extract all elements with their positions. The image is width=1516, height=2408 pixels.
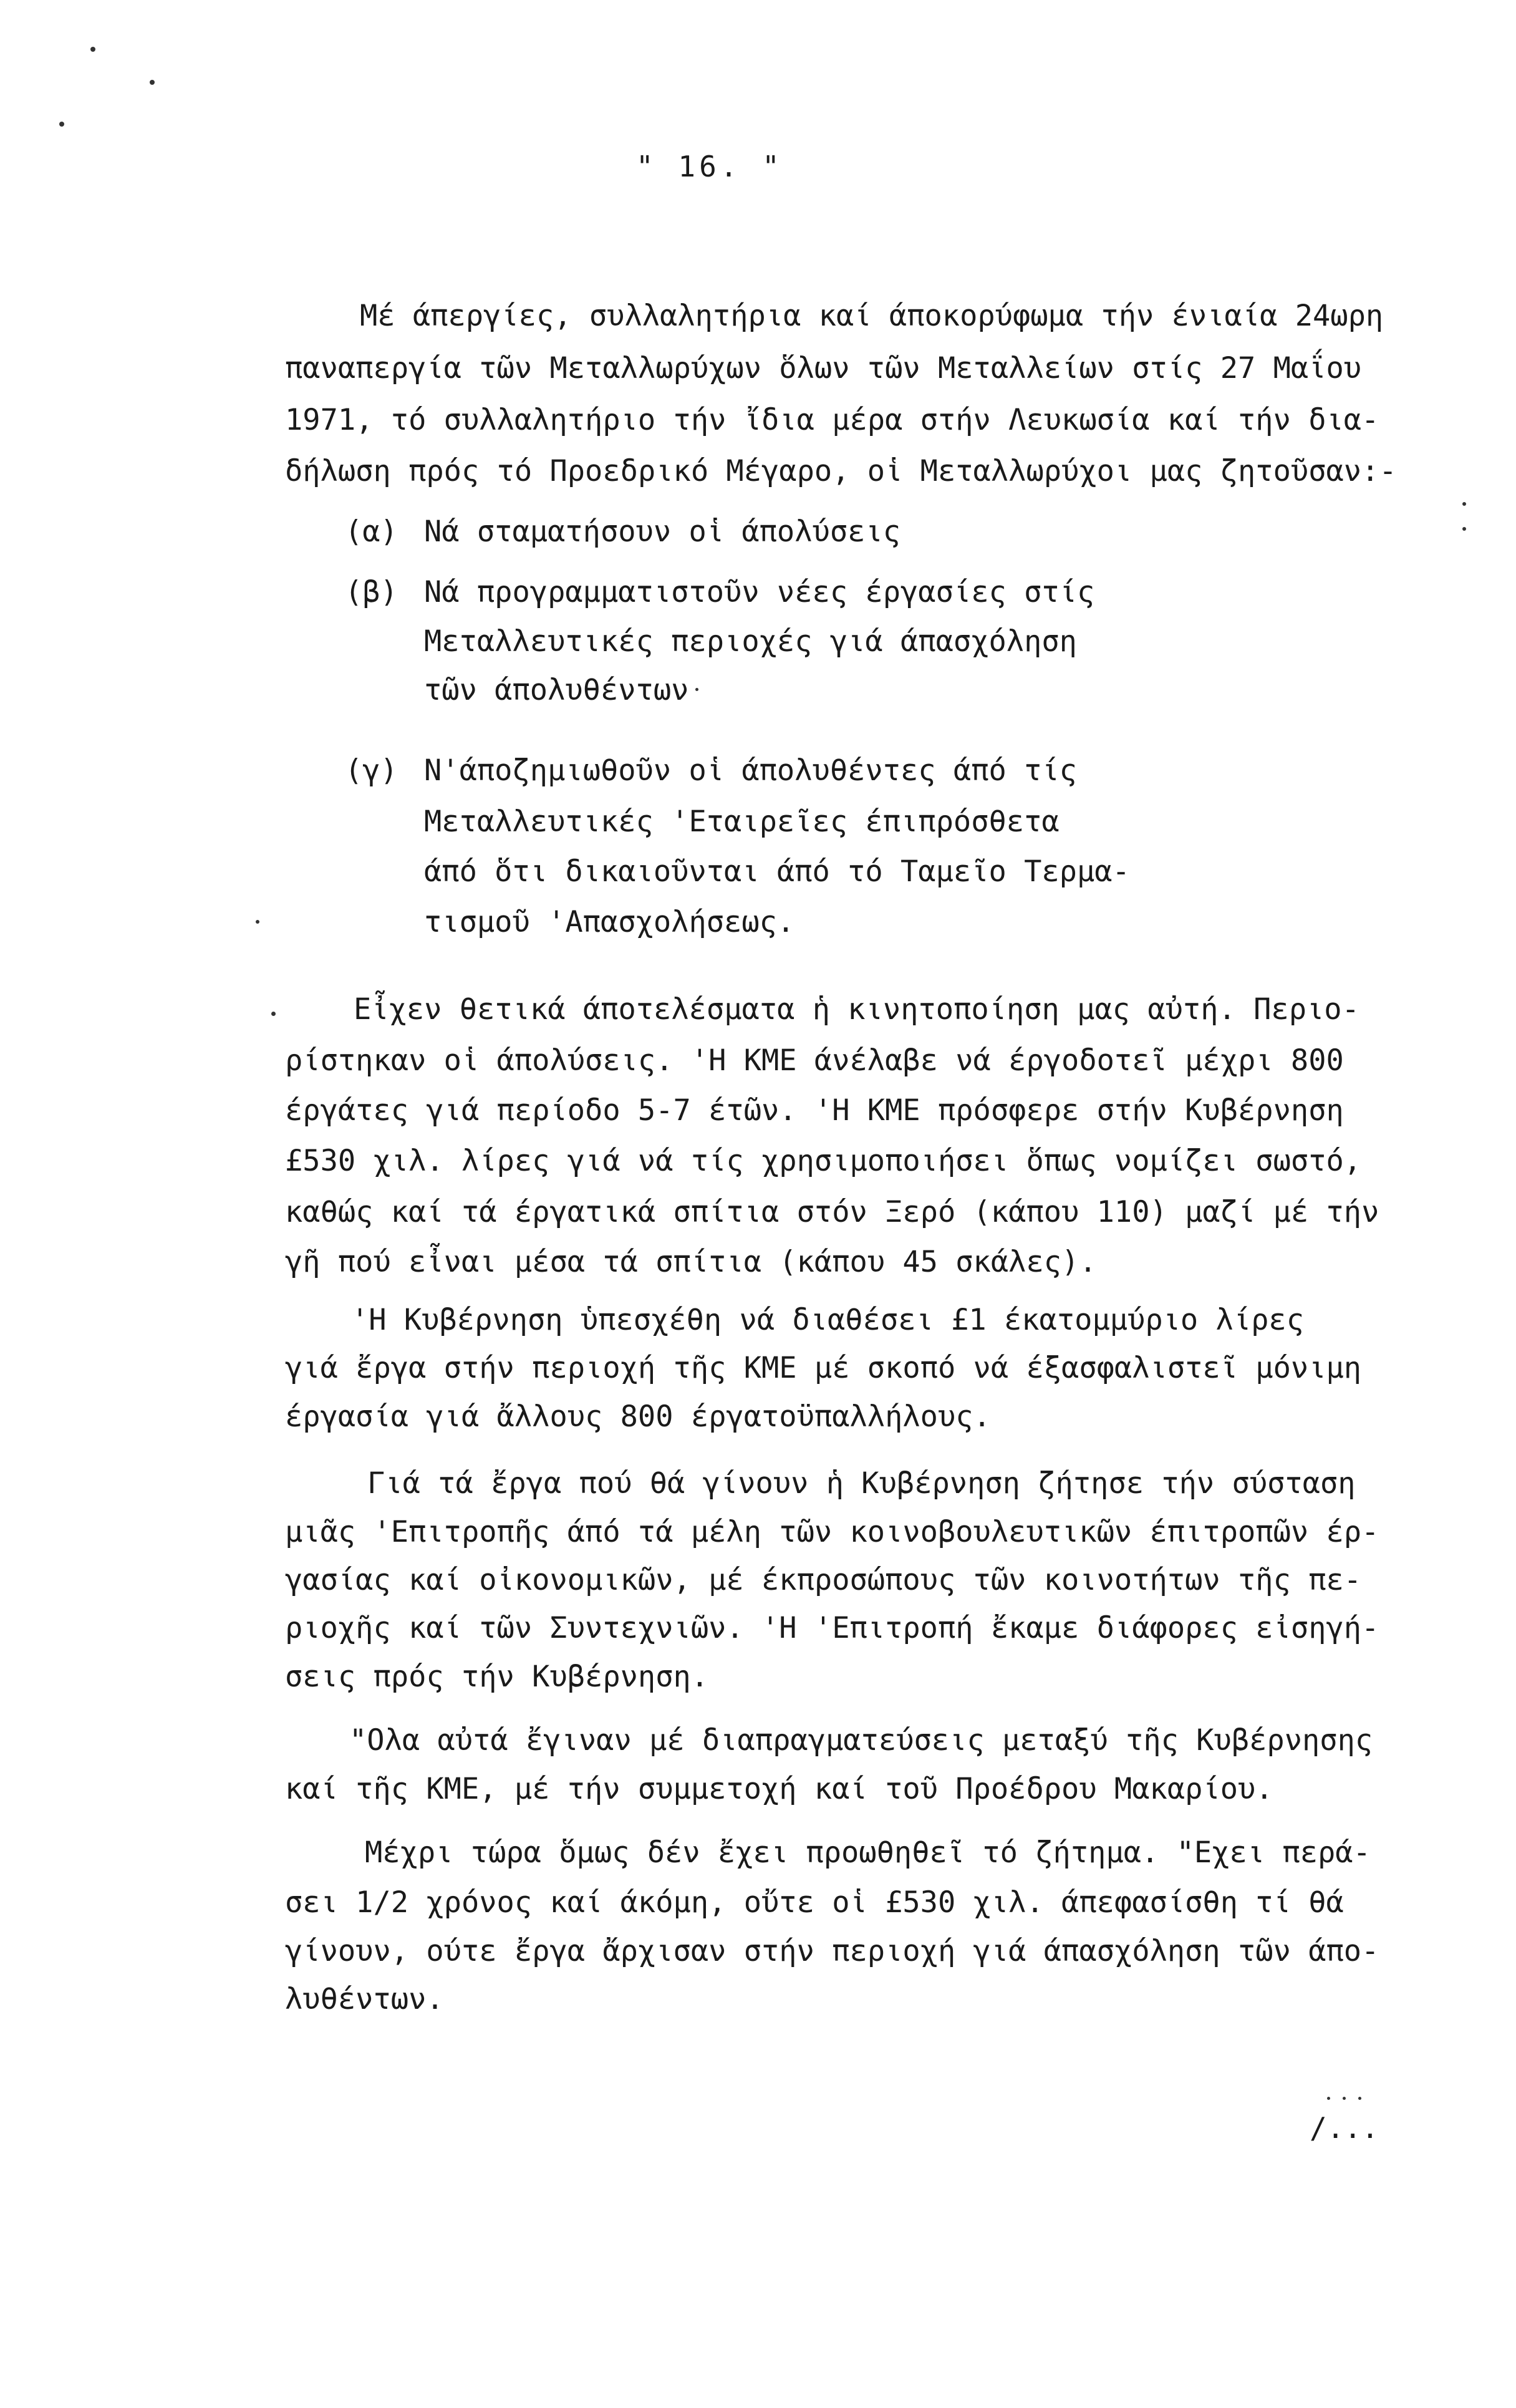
text-line: γῆ πού εἶναι μέσα τά σπίτια (κάπου 45 σκάλες). (285, 1245, 1097, 1279)
text-line: 'Η Κυβέρνηση ὑπεσχέθη νά διαθέσει £1 έκατομμύριο λίρες (351, 1303, 1305, 1337)
text-line: έργασία γιά ἄλλους 800 έργατοϋπαλλήλους. (285, 1400, 991, 1434)
demand-text: τῶν άπολυθέντων (424, 673, 689, 707)
scan-speck (1358, 2097, 1361, 2100)
scan-speck (1343, 2097, 1346, 2100)
demand-label: (α) (345, 515, 398, 549)
scan-speck (271, 1012, 276, 1016)
text-line: 1971, τό συλλαλητήριο τήν ἴδια μέρα στήν Λευκωσία καί τήν δια- (285, 403, 1379, 437)
demand-label: (β) (345, 575, 398, 609)
text-line: Εἶχεν θετικά άποτελέσματα ἡ κινητοποίηση μας αὐτή. Περιο- (354, 992, 1359, 1027)
demand-text: Ν'άποζημιωθοῦν οἱ άπολυθέντες άπό τίς (424, 753, 1077, 788)
demand-text: άπό ὅτι δικαιοῦνται άπό τό Ταμεῖο Τερμα- (424, 854, 1130, 889)
demand-label: (γ) (345, 753, 398, 788)
text-line: καί τῆς ΚΜΕ, μέ τήν συμμετοχή καί τοῦ Προέδρου Μακαρίου. (285, 1772, 1273, 1806)
text-line: μιᾶς 'Επιτροπῆς άπό τά μέλη τῶν κοινοβουλευτικῶν έπιτροπῶν έρ- (285, 1515, 1379, 1549)
text-line: Γιά τά ἔργα πού θά γίνουν ἡ Κυβέρνηση ζήτησε τήν σύσταση (367, 1466, 1356, 1501)
text-line: ριοχῆς καί τῶν Συντεχνιῶν. 'Η 'Επιτροπή ἔκαμε διάφορες εἰσηγή- (285, 1611, 1379, 1645)
text-line: λυθέντων. (285, 1982, 444, 2016)
scan-speck (90, 47, 95, 52)
text-line: δήλωση πρός τό Προεδρικό Μέγαρο, οἱ Μεταλλωρύχοι μας ζητοῦσαν:- (285, 454, 1397, 488)
demand-text: Νά προγραμματιστοῦν νέες έργασίες στίς (424, 575, 1095, 609)
scan-speck (150, 80, 155, 85)
text-line: £530 χιλ. λίρες γιά νά τίς χρησιμοποιήσει ὅπως νομίζει σωστό, (285, 1144, 1362, 1178)
text-line: παναπεργία τῶν Μεταλλωρύχων ὅλων τῶν Μεταλλείων στίς 27 Μαΐου (285, 351, 1362, 385)
scan-speck (695, 688, 698, 691)
demand-text: Μεταλλευτικές περιοχές γιά άπασχόληση (424, 624, 1077, 659)
page-number: " 16. " (636, 150, 783, 183)
scan-speck (1462, 527, 1466, 531)
text-line: σεις πρός τήν Κυβέρνηση. (285, 1660, 709, 1694)
scan-speck (59, 122, 64, 127)
text-line: καθώς καί τά έργατικά σπίτια στόν Ξερό (κάπου 110) μαζί μέ τήν (285, 1195, 1379, 1229)
text-line: γιά ἔργα στήν περιοχή τῆς ΚΜΕ μέ σκοπό νά έξασφαλιστεῖ μόνιμη (285, 1351, 1362, 1385)
demand-text: Νά σταματήσουν οἱ άπολύσεις (424, 515, 901, 549)
text-line: γασίας καί οἰκονομικῶν, μέ έκπροσώπους τῶν κοινοτήτων τῆς πε- (285, 1563, 1362, 1597)
text-line: Μέ άπεργίες, συλλαλητήρια καί άποκορύφωμα τήν ένιαία 24ωρη (360, 299, 1384, 333)
text-line: "Ολα αὐτά ἔγιναν μέ διαπραγματεύσεις μεταξύ τῆς Κυβέρνησης (349, 1723, 1373, 1758)
text-line: έργάτες γιά περίοδο 5-7 έτῶν. 'Η ΚΜΕ πρόσφερε στήν Κυβέρνηση (285, 1093, 1344, 1128)
demand-text: τισμοῦ 'Απασχολήσεως. (424, 905, 795, 939)
scan-speck (1327, 2097, 1330, 2100)
text-line: ρίστηκαν οἱ άπολύσεις. 'Η ΚΜΕ άνέλαβε νά έργοδοτεῖ μέχρι 800 (285, 1043, 1344, 1078)
text-line: Μέχρι τώρα ὅμως δέν ἔχει προωθηθεῖ τό ζήτημα. "Εχει περά- (365, 1835, 1371, 1870)
continuation-mark: /... (1310, 2111, 1379, 2145)
scan-speck (256, 920, 259, 924)
text-line: γίνουν, ούτε ἔργα ἄρχισαν στήν περιοχή γιά άπασχόληση τῶν άπο- (285, 1934, 1379, 1968)
text-line: σει 1/2 χρόνος καί άκόμη, οὔτε οἱ £530 χιλ. άπεφασίσθη τί θά (285, 1885, 1344, 1920)
demand-text: Μεταλλευτικές 'Εταιρεῖες έπιπρόσθετα (424, 805, 1060, 839)
scan-speck (1462, 502, 1466, 506)
